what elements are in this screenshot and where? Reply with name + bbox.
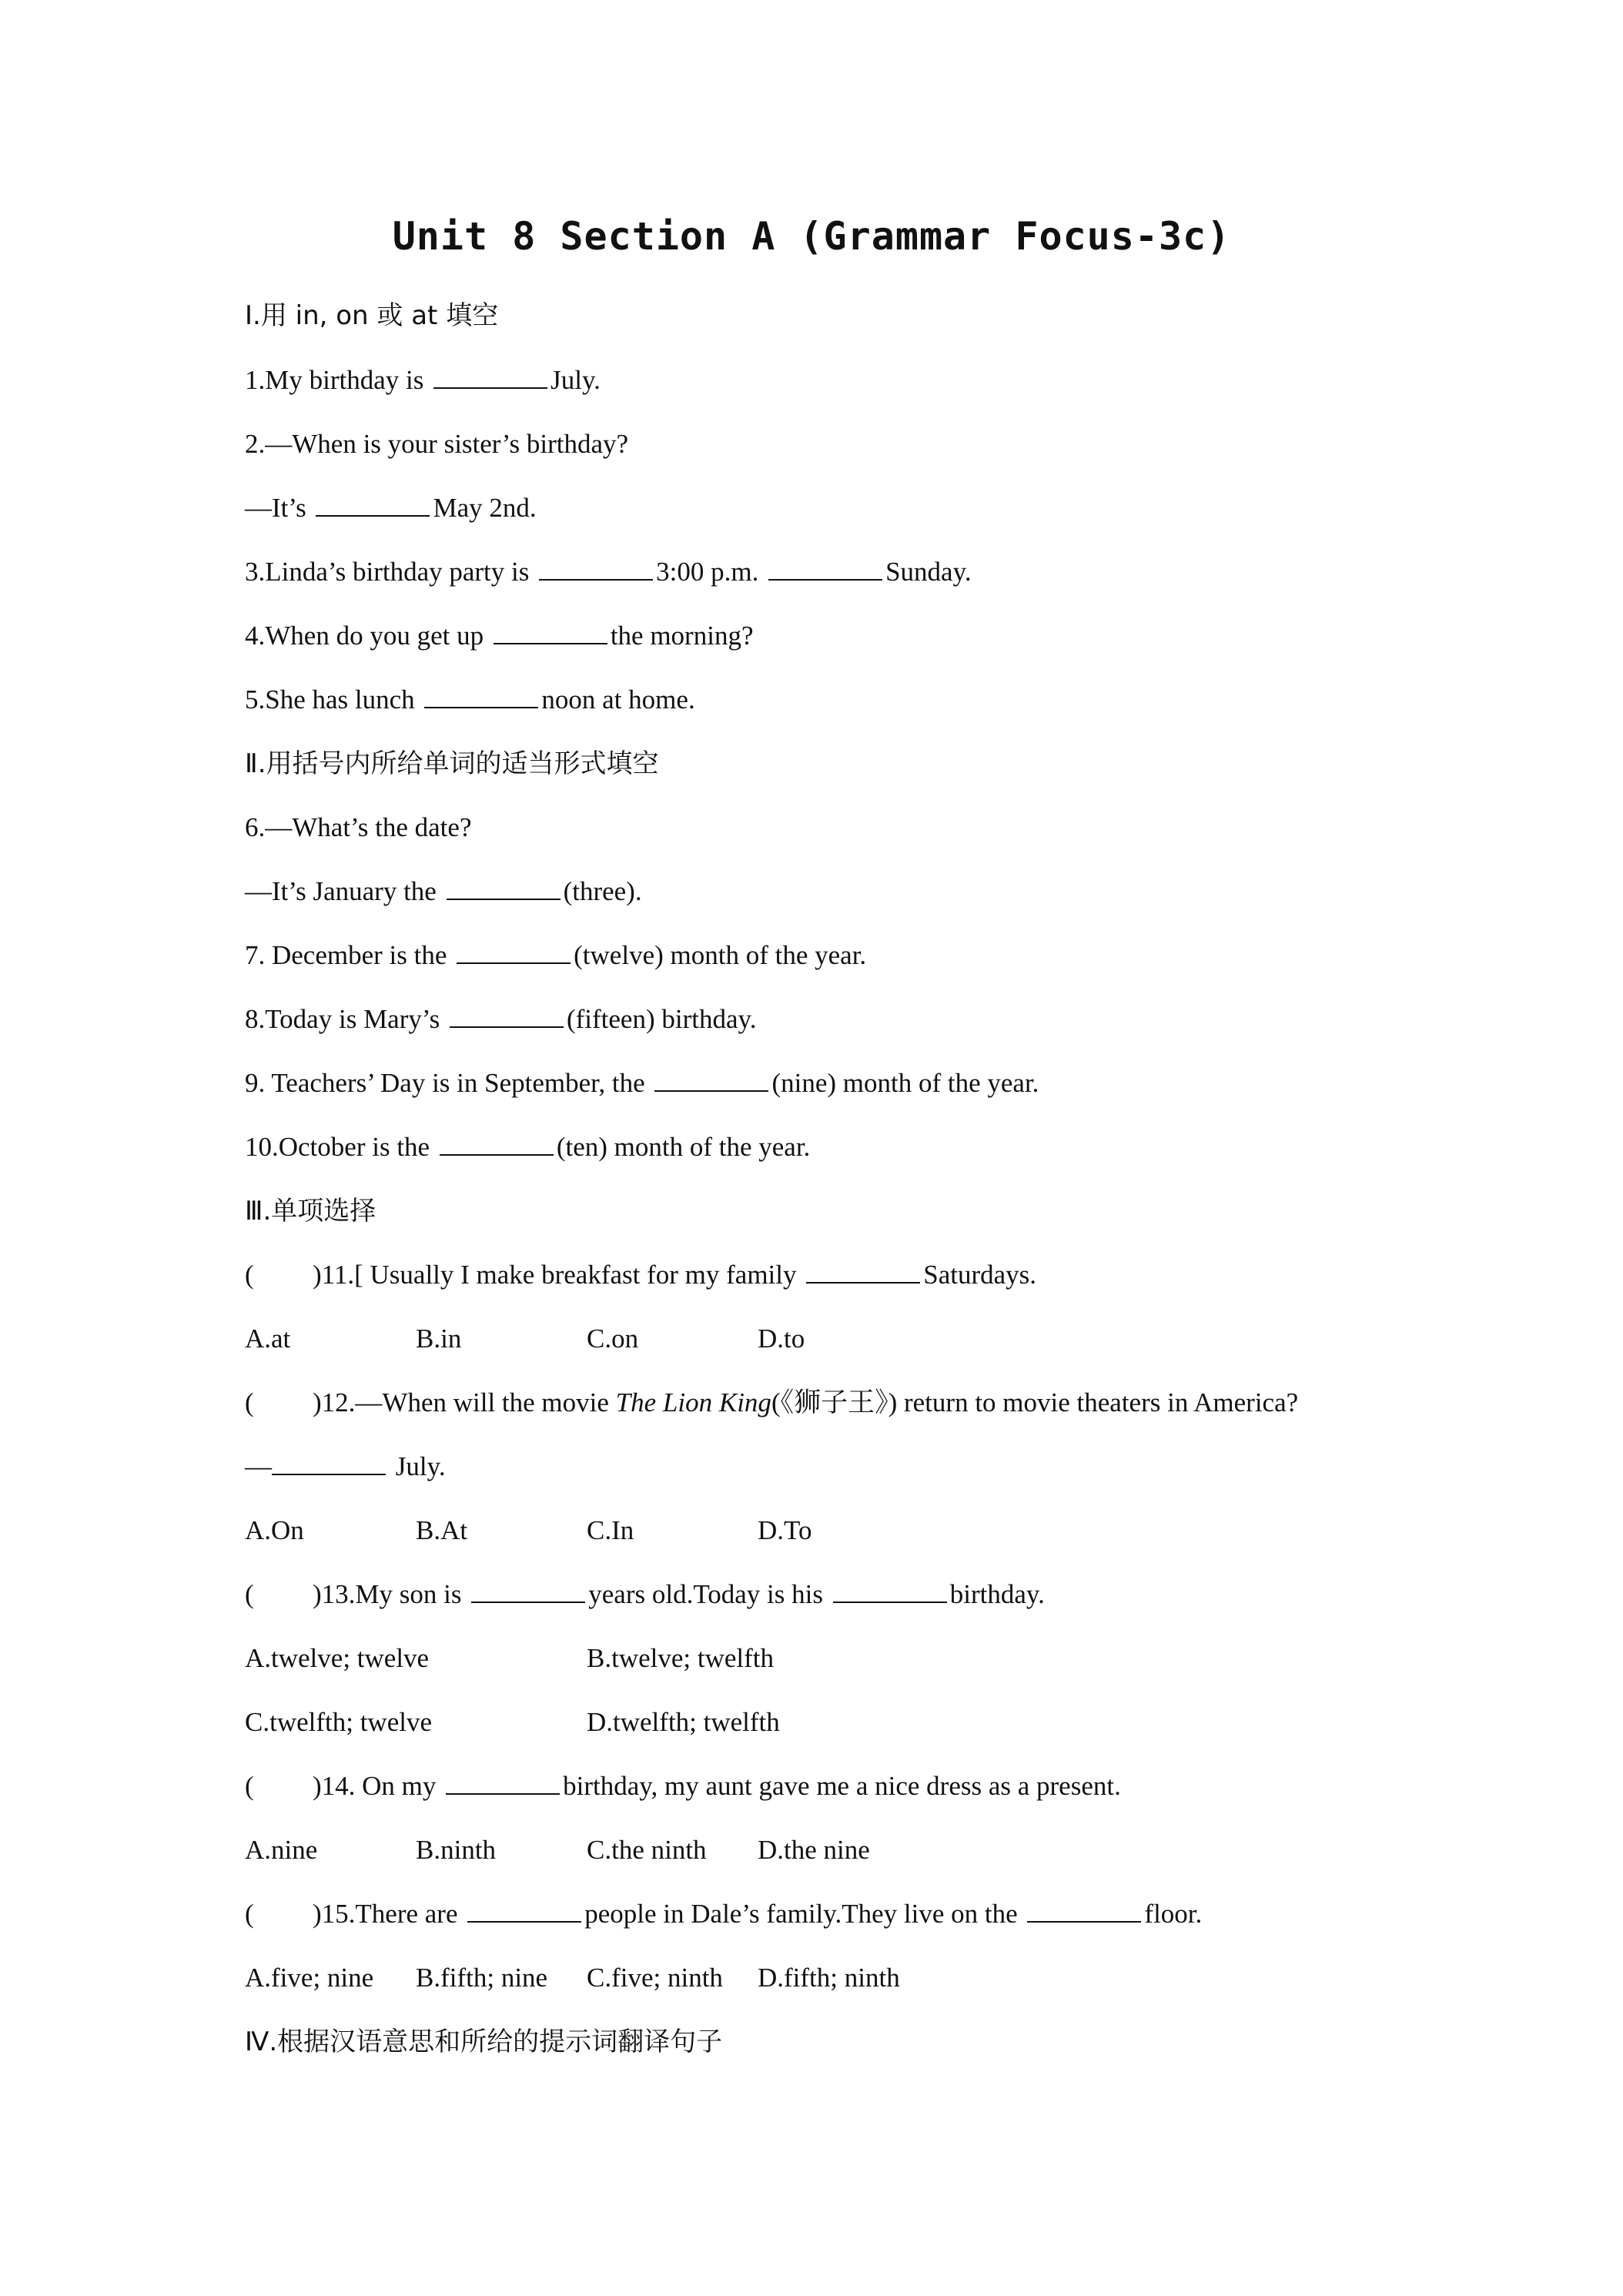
- question-11-options: [245, 1322, 805, 1356]
- question-text: 9. Teachers’ Day is in September, the: [245, 1068, 645, 1098]
- question-text: birthday.: [949, 1579, 1045, 1609]
- answer-blank[interactable]: [833, 1578, 947, 1603]
- question-4: [245, 619, 753, 653]
- question-text: noon at home.: [541, 684, 695, 715]
- question-15-options: [245, 1961, 900, 1995]
- option-a[interactable]: A.twelve; twelve: [245, 1643, 430, 1673]
- answer-bracket[interactable]: (: [245, 1260, 254, 1290]
- question-12: [245, 1386, 1298, 1420]
- answer-blank[interactable]: [446, 1770, 560, 1795]
- option-d[interactable]: D.fifth; ninth: [758, 1963, 900, 1993]
- movie-title: The Lion King: [615, 1387, 771, 1417]
- option-b[interactable]: B.twelve; twelfth: [587, 1643, 775, 1673]
- question-13: [245, 1578, 1045, 1612]
- question-text: )13.My son is: [313, 1579, 462, 1609]
- option-d[interactable]: D.To: [758, 1515, 812, 1545]
- question-text: (three).: [563, 876, 642, 906]
- option-b[interactable]: B.At: [416, 1515, 468, 1545]
- question-text: (nine) month of the year.: [771, 1068, 1039, 1098]
- question-text: 7. December is the: [245, 940, 447, 970]
- option-b[interactable]: B.ninth: [416, 1835, 497, 1865]
- question-9: [245, 1066, 1039, 1100]
- question-text: 8.Today is Mary’s: [245, 1004, 440, 1034]
- section-heading-2: Ⅱ.用括号内所给单词的适当形式填空: [245, 748, 659, 779]
- question-text: )12.—When will the movie: [313, 1387, 616, 1417]
- answer-blank[interactable]: [433, 364, 547, 389]
- answer-blank[interactable]: [447, 875, 561, 900]
- answer-blank[interactable]: [316, 492, 430, 517]
- question-text: —It’s: [245, 493, 306, 523]
- answer-blank[interactable]: [768, 556, 882, 581]
- option-d[interactable]: D.the nine: [758, 1835, 870, 1865]
- option-c[interactable]: C.twelfth; twelve: [245, 1707, 433, 1737]
- question-12-answer: [245, 1450, 446, 1484]
- option-a[interactable]: A.at: [245, 1324, 291, 1354]
- question-text: floor.: [1144, 1899, 1203, 1929]
- question-14: [245, 1769, 1121, 1803]
- answer-blank[interactable]: [539, 556, 653, 581]
- question-text: the morning?: [610, 621, 754, 651]
- question-text: 1.My birthday is: [245, 365, 424, 395]
- option-d[interactable]: D.to: [758, 1324, 805, 1354]
- question-text: (《狮子王》) return to movie theaters in America?: [771, 1387, 1299, 1417]
- question-text: )14. On my: [313, 1771, 437, 1801]
- option-c[interactable]: C.on: [587, 1324, 639, 1354]
- answer-bracket[interactable]: (: [245, 1771, 254, 1801]
- section-heading-1: Ⅰ.用 in, on 或 at 填空: [245, 300, 499, 331]
- option-c[interactable]: C.In: [587, 1515, 634, 1545]
- question-text: )15.There are: [313, 1899, 458, 1929]
- option-b[interactable]: B.fifth; nine: [416, 1963, 548, 1993]
- question-text: (fifteen) birthday.: [566, 1004, 757, 1034]
- question-6-prompt: 6.—What’s the date?: [245, 812, 472, 842]
- option-a[interactable]: A.nine: [245, 1835, 318, 1865]
- question-3: [245, 555, 972, 589]
- question-text: 3:00 p.m.: [656, 557, 759, 587]
- question-13-options-row-2: [245, 1705, 780, 1739]
- option-a[interactable]: A.On: [245, 1515, 304, 1545]
- page-title: Unit 8 Section A (Grammar Focus-3c): [392, 214, 1231, 259]
- section-heading-3: Ⅲ.单项选择: [245, 1196, 376, 1227]
- question-text: people in Dale’s family.They live on the: [584, 1899, 1018, 1929]
- question-6-answer: [245, 875, 642, 909]
- question-text: 3.Linda’s birthday party is: [245, 557, 530, 587]
- question-7: [245, 939, 866, 972]
- question-text: Saturdays.: [923, 1260, 1037, 1290]
- section-heading-4: Ⅳ.根据汉语意思和所给的提示词翻译句子: [245, 2027, 723, 2057]
- option-b[interactable]: B.in: [416, 1324, 462, 1354]
- question-text: July.: [550, 365, 601, 395]
- question-text: years old.Today is his: [588, 1579, 823, 1609]
- question-13-options-row-1: [245, 1642, 774, 1675]
- question-14-options: [245, 1833, 870, 1867]
- question-1: [245, 363, 601, 397]
- question-12-options: [245, 1514, 812, 1548]
- question-text: birthday, my aunt gave me a nice dress as a present.: [563, 1771, 1121, 1801]
- question-text: —It’s January the: [245, 876, 437, 906]
- question-11: [245, 1258, 1036, 1292]
- option-d[interactable]: D.twelfth; twelfth: [587, 1707, 780, 1737]
- answer-bracket[interactable]: (: [245, 1899, 254, 1929]
- question-text: —: [245, 1451, 272, 1481]
- question-10: [245, 1130, 810, 1164]
- answer-blank[interactable]: [654, 1067, 768, 1092]
- question-text: 4.When do you get up: [245, 621, 484, 651]
- option-c[interactable]: C.the ninth: [587, 1835, 707, 1865]
- question-2-prompt: 2.—When is your sister’s birthday?: [245, 429, 629, 459]
- option-c[interactable]: C.five; ninth: [587, 1963, 723, 1993]
- answer-blank[interactable]: [467, 1898, 581, 1923]
- answer-blank[interactable]: [471, 1578, 585, 1603]
- question-15: [245, 1897, 1202, 1931]
- question-5: [245, 683, 695, 717]
- answer-blank[interactable]: [272, 1451, 386, 1475]
- question-text: 5.She has lunch: [245, 684, 415, 715]
- question-8: [245, 1002, 757, 1036]
- answer-blank[interactable]: [424, 684, 538, 708]
- answer-blank[interactable]: [450, 1003, 564, 1028]
- answer-blank[interactable]: [806, 1259, 920, 1284]
- question-text: Sunday.: [885, 557, 972, 587]
- answer-blank[interactable]: [1027, 1898, 1141, 1923]
- answer-blank[interactable]: [457, 939, 571, 964]
- question-text: (twelve) month of the year.: [574, 940, 867, 970]
- option-a[interactable]: A.five; nine: [245, 1963, 374, 1993]
- answer-blank[interactable]: [440, 1131, 554, 1156]
- question-text: (ten) month of the year.: [556, 1132, 811, 1162]
- question-2-answer: [245, 491, 537, 525]
- question-text: May 2nd.: [433, 493, 537, 523]
- question-text: )11.[ Usually I make breakfast for my family: [313, 1260, 797, 1290]
- answer-blank[interactable]: [494, 620, 607, 644]
- answer-bracket[interactable]: (: [245, 1579, 254, 1609]
- answer-bracket[interactable]: (: [245, 1387, 254, 1417]
- question-text: 10.October is the: [245, 1132, 430, 1162]
- question-text: July.: [389, 1451, 446, 1481]
